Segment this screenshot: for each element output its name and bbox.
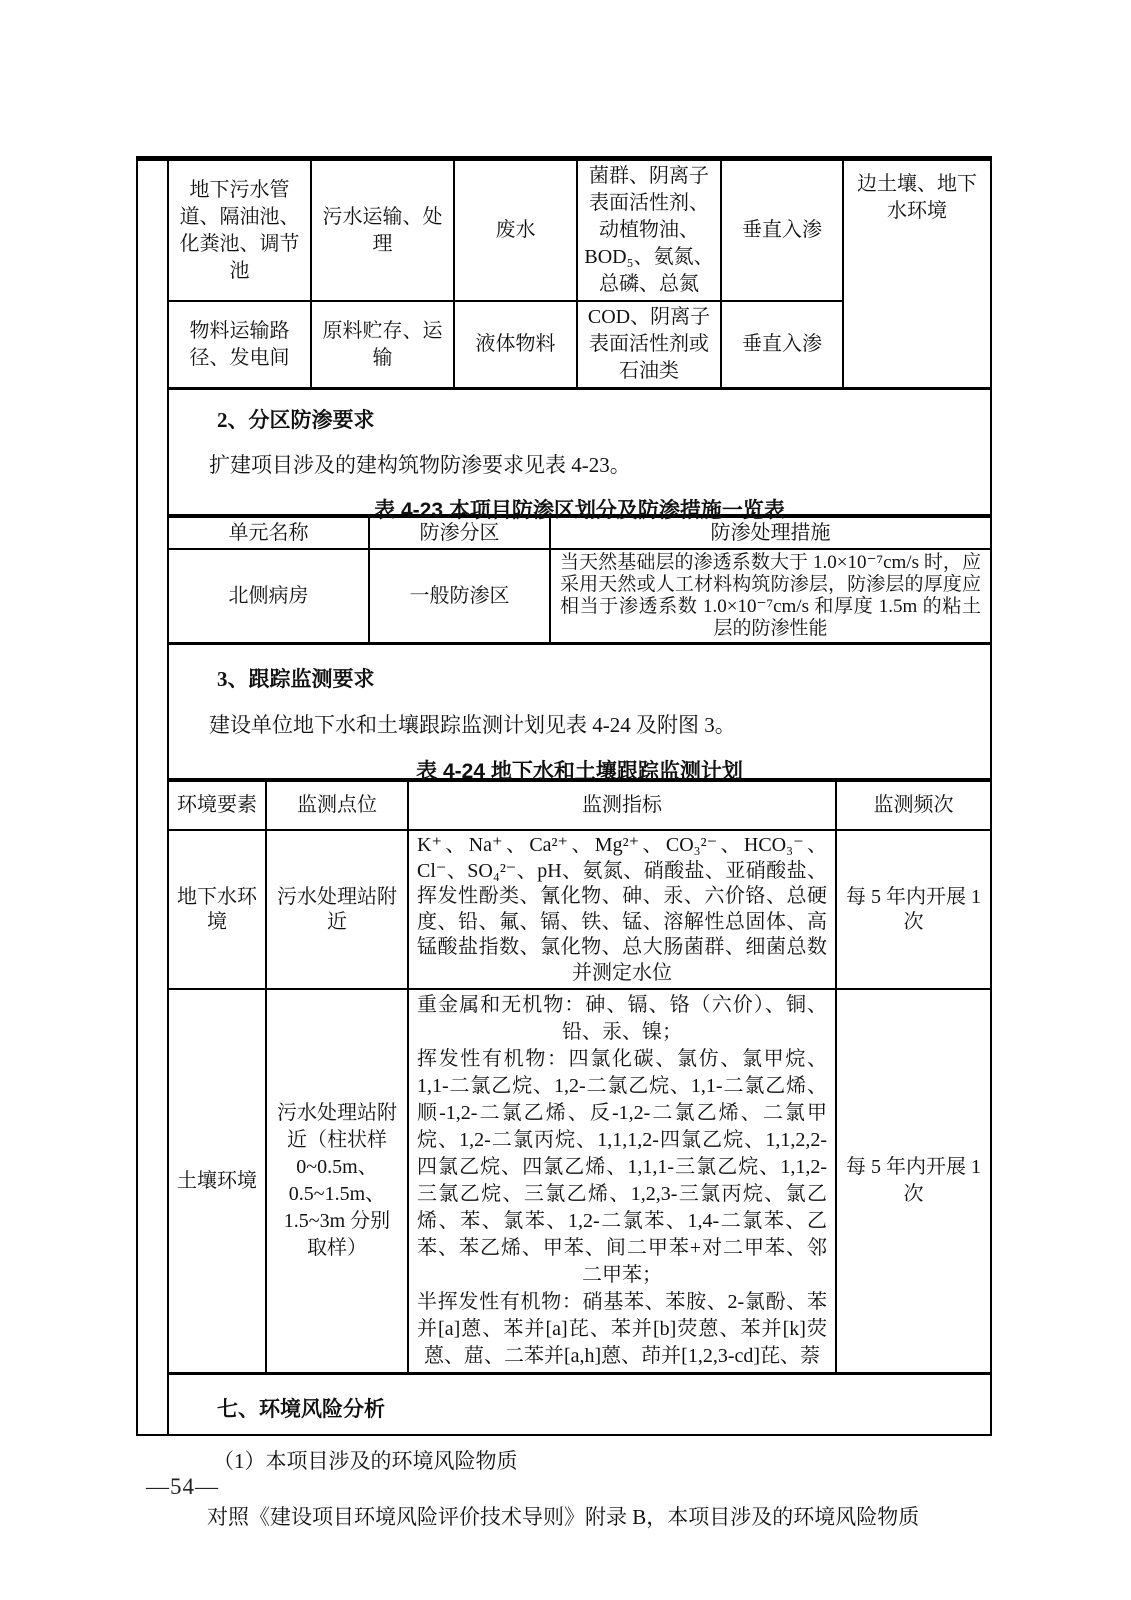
column-header: 监测指标	[408, 780, 836, 830]
groundwater-row	[169, 830, 990, 989]
section-seepage-zoning	[169, 390, 990, 522]
column-header: 防渗分区	[369, 516, 550, 549]
monitoring-plan-table	[169, 778, 990, 1375]
risk-item: （1）本项目涉及的环境风险物质	[213, 1449, 518, 1473]
location-cell: 污水处理站附近	[266, 830, 408, 989]
column-header: 监测频次	[836, 780, 990, 830]
section-heading: 2、分区防渗要求	[217, 408, 375, 432]
column-header: 防渗处理措施	[550, 516, 990, 549]
material-cell: 废水	[454, 161, 577, 301]
element-cell: 土壤环境	[169, 989, 266, 1374]
section-tracking-monitoring	[169, 645, 990, 783]
frequency-cell: 每 5 年内开展 1 次	[836, 830, 990, 989]
material-cell: 液体物料	[454, 301, 577, 389]
frequency-cell: 每 5 年内开展 1 次	[836, 989, 990, 1374]
measure-cell: 当天然基础层的渗透系数大于 1.0×10⁻⁷cm/s 时，应采用天然或人工材料构筑防渗层，防渗层的厚度应相当于渗透系数 1.0×10⁻⁷cm/s 和厚度 1.5m 的粘土层的防渗性能	[550, 549, 990, 644]
zone-cell: 一般防渗区	[369, 549, 550, 644]
location-cell: 污水处理站附近（柱状样 0~0.5m、0.5~1.5m、1.5~3m 分别取样）	[266, 989, 408, 1374]
factors-cell: COD、阴离子表面活性剂或石油类	[577, 301, 721, 389]
header-row	[169, 780, 990, 830]
column-header: 单元名称	[169, 516, 369, 549]
receptor-cell: 边土壤、地下水环境	[843, 161, 990, 389]
svoc-indicators: 半挥发性有机物：硝基苯、苯胺、2-氯酚、苯并[a]蒽、苯并[a]芘、苯并[b]荧蒽、苯并[k]荧蒽、䓛、二苯并[a,h]蒽、茚并[1,2,3-cd]芘、萘	[417, 1291, 827, 1367]
activity-cell: 污水运输、处理	[311, 161, 454, 301]
section-environmental-risk	[169, 1375, 990, 1531]
section-heading: 七、环境风险分析	[217, 1398, 385, 1421]
section-heading: 3、跟踪监测要求	[217, 667, 375, 691]
voc-indicators: 挥发性有机物：四氯化碳、氯仿、氯甲烷、1,1-二氯乙烷、1,2-二氯乙烷、1,1-二氯乙烯、顺-1,2-二氯乙烯、反-1,2-二氯乙烯、二氯甲烷、1,2-二氯丙烷、1,1,1,2-四氯乙烷、1,1,2,2-四氯乙烷、四氯乙烯、1,1,1-三氯乙烷、1,1,2-三氯乙烷、三氯乙烯、1,2,3-三氯丙烷、氯乙烯、苯、氯苯、1,2-二氯苯、1,4-二氯苯、乙苯、苯乙烯、甲苯、间二甲苯+对二甲苯、邻二甲苯；	[417, 1048, 827, 1286]
column-header: 监测点位	[266, 780, 408, 830]
heavy-metals-indicators: 重金属和无机物：砷、镉、铬（六价）、铜、铅、汞、镍；	[417, 994, 827, 1043]
pathway-cell: 垂直入渗	[721, 301, 843, 389]
table-row	[169, 161, 990, 301]
page-number: —54—	[146, 1474, 219, 1499]
factors-cell: 菌群、阴离子表面活性剂、动植物油、BOD₅、氨氮、总磷、总氮	[577, 161, 721, 301]
unit-cell: 物料运输路径、发电间	[169, 301, 311, 389]
risk-paragraph: 对照《建设项目环境风险评价技术导则》附录 B，本项目涉及的环境风险物质	[207, 1505, 920, 1529]
table-4-24-title: 表 4-24 地下水和土壤跟踪监测计划	[416, 760, 743, 783]
unit-cell: 地下污水管道、隔油池、化粪池、调节池	[169, 161, 311, 301]
table-4-23-title: 表 4-23 本项目防渗区划分及防渗措施一览表	[374, 499, 785, 522]
activity-cell: 原料贮存、运输	[311, 301, 454, 389]
pollution-pathway-table	[169, 161, 990, 390]
seepage-zone-table	[169, 514, 990, 645]
unit-name-cell: 北侧病房	[169, 549, 369, 644]
section-paragraph: 扩建项目涉及的建构筑物防渗要求见表 4-23。	[209, 453, 631, 477]
section-paragraph: 建设单位地下水和土壤跟踪监测计划见表 4-24 及附图 3。	[209, 713, 736, 737]
column-header: 环境要素	[169, 780, 266, 830]
table-row	[169, 549, 990, 644]
soil-row	[169, 989, 990, 1374]
pathway-cell: 垂直入渗	[721, 161, 843, 301]
indicators-cell	[408, 989, 836, 1374]
indicators-cell: K⁺、Na⁺、Ca²⁺、Mg²⁺、CO₃²⁻、HCO₃⁻、Cl⁻、SO₄²⁻、pH、氨氮、硝酸盐、亚硝酸盐、挥发性酚类、氰化物、砷、汞、六价铬、总硬度、铅、氟、镉、铁、锰、溶解性总固体、高锰酸盐指数、氯化物、总大肠菌群、细菌总数并测定水位	[408, 830, 836, 989]
element-cell: 地下水环境	[169, 830, 266, 989]
